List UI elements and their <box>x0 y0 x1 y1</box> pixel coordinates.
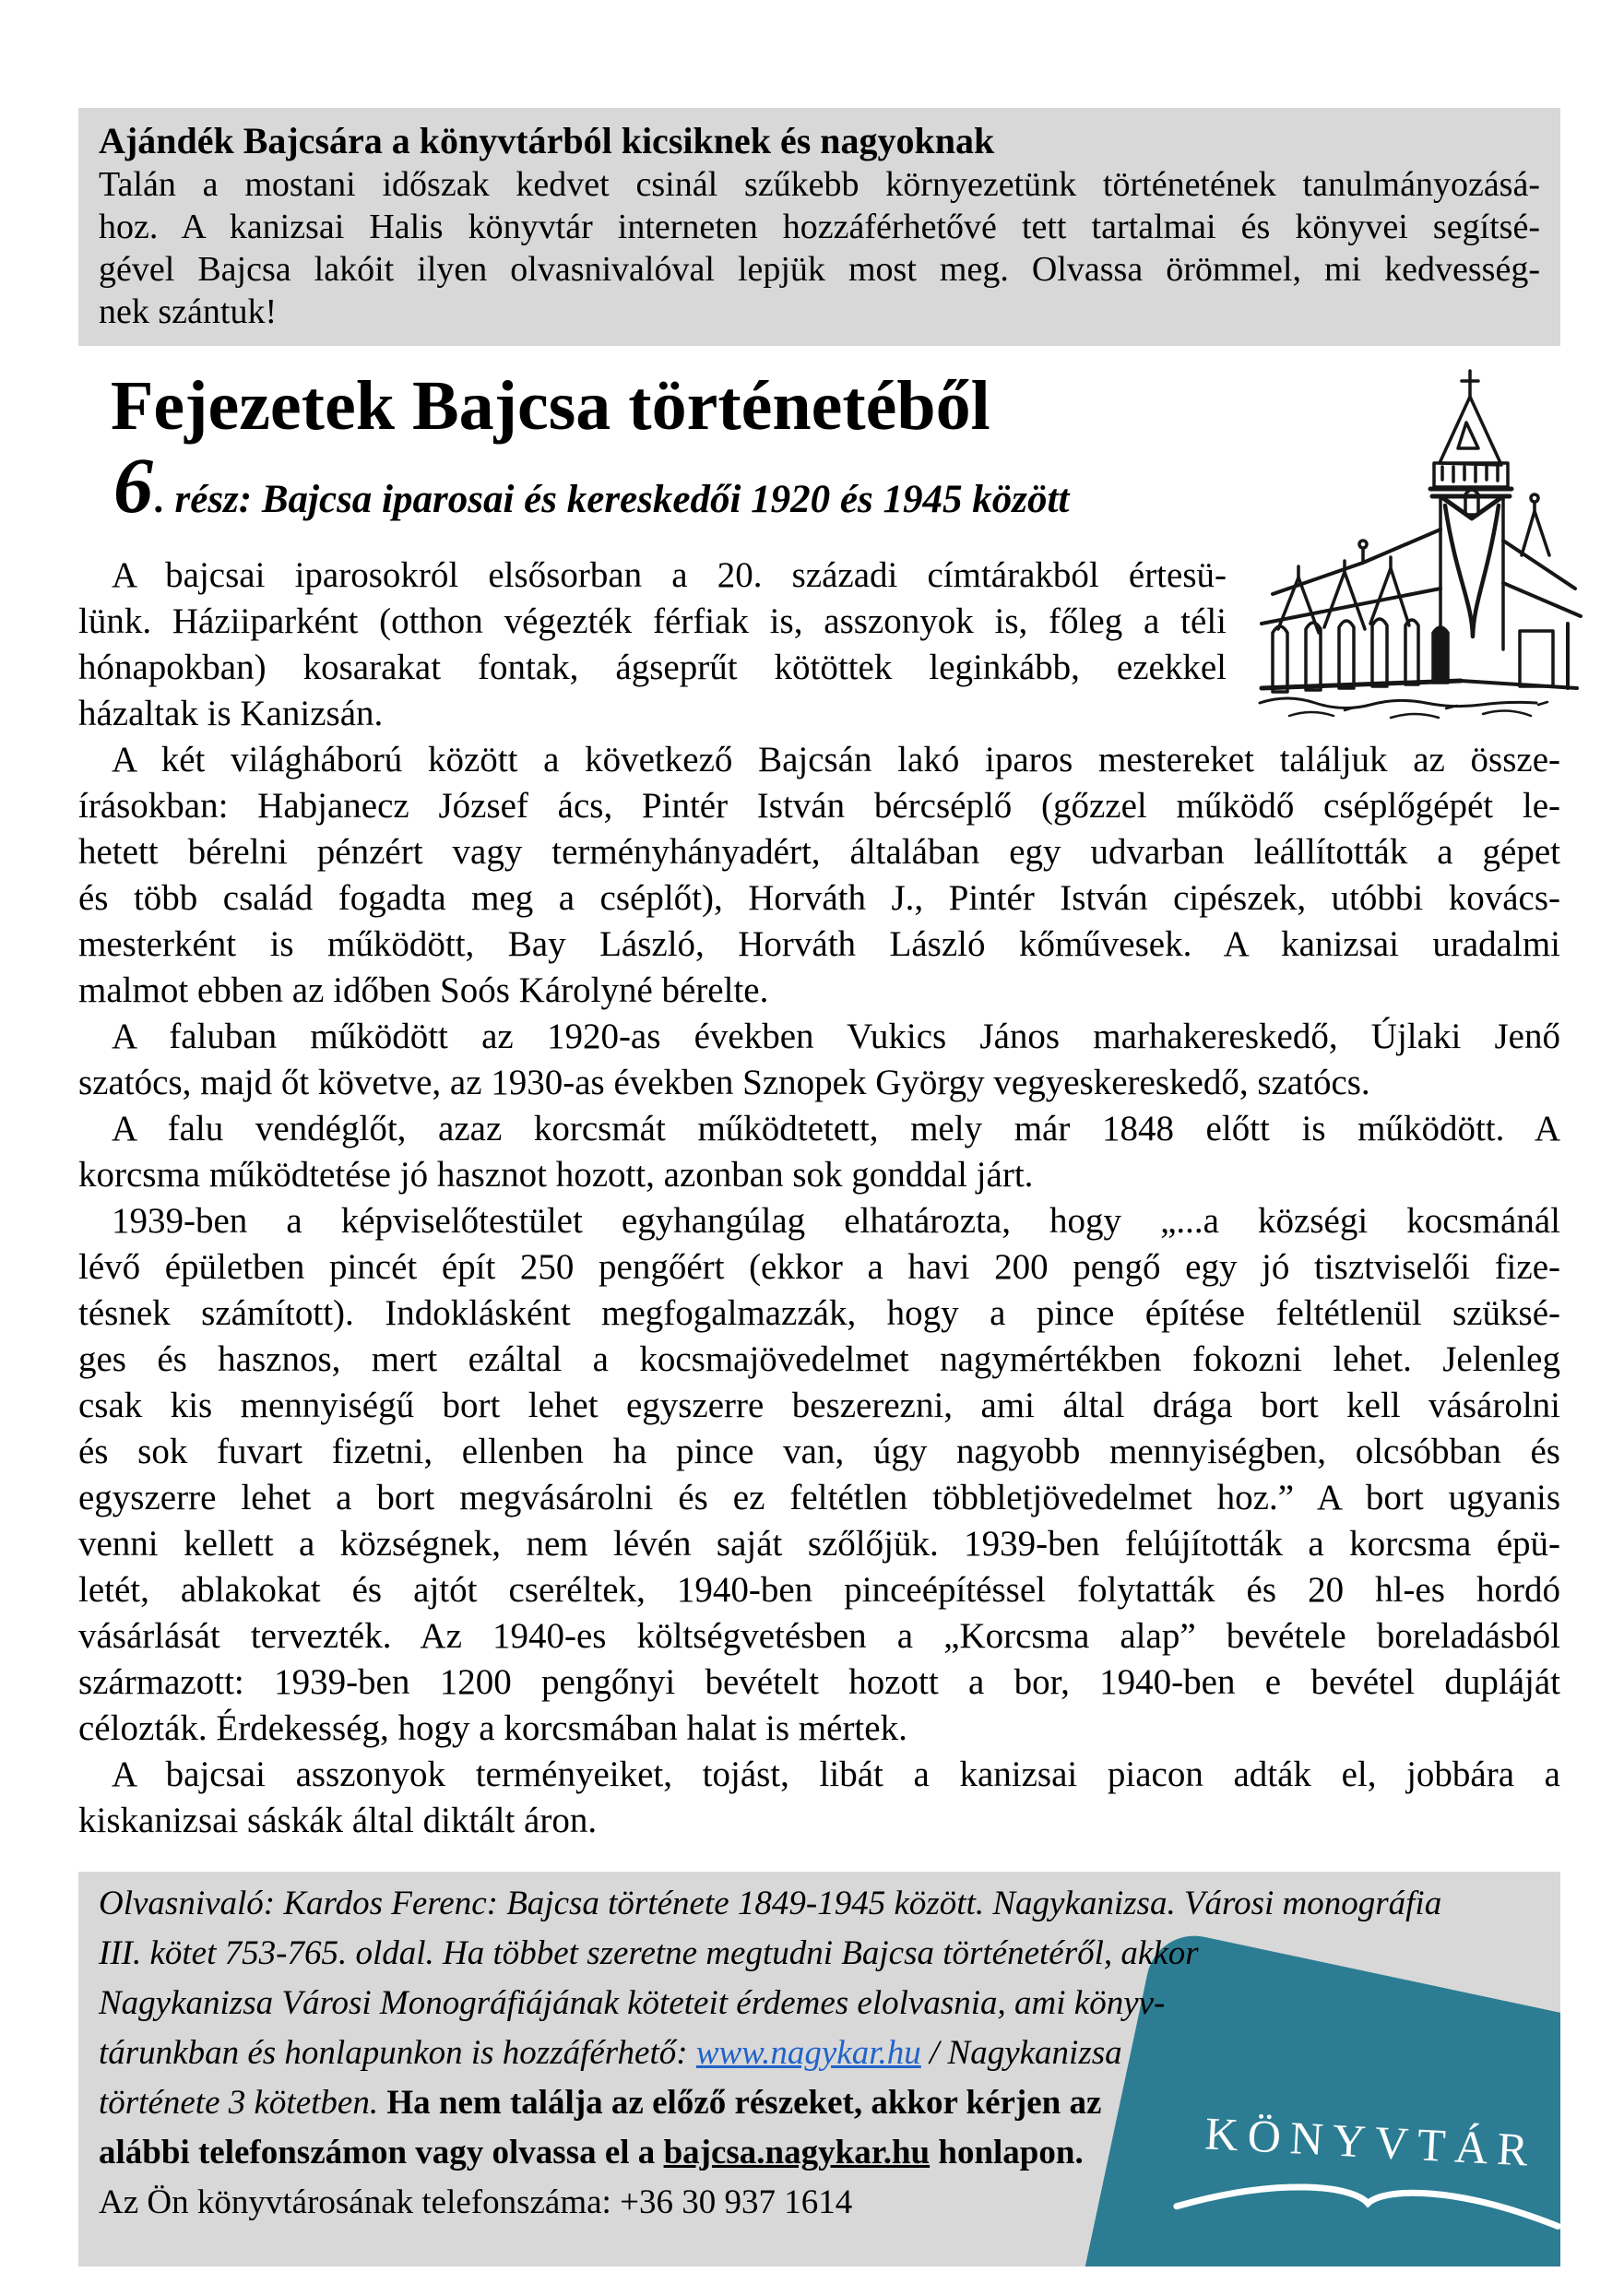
text-line: mesterként is működött, Bay László, Horváth László kőművesek. A kanizsai uradalmi <box>78 924 1560 964</box>
footer-text: tárunkban és honlapunkon is hozzáférhető: <box>99 2034 696 2072</box>
article-body <box>78 553 1560 1844</box>
text-line: kiskanizsai sáskák által diktált áron. <box>78 1801 598 1840</box>
footer-text-bold: Ha nem találja az előző részeket, akkor kérjen az <box>386 2084 1102 2122</box>
text-line: A bajcsai asszonyok terményeiket, tojást, libát a kanizsai piacon adták el, jobbára a <box>112 1755 1560 1794</box>
text-line: származott: 1939-ben 1200 pengőnyi bevételt hozott a bor, 1940-ben e bevétel dupláját <box>78 1662 1560 1702</box>
text-line: ges és hasznos, mert ezáltal a kocsmajövedelmet nagymértékben fokozni lehet. Jelenleg <box>78 1339 1560 1379</box>
footer-line <box>99 2078 1540 2128</box>
text-line: lévő épületben pincét épít 250 pengőért (ekkor a havi 200 pengő egy jó tisztviselői fize- <box>78 1247 1560 1287</box>
text-line: hetett bérelni pénzért vagy terményhányadért, általában egy udvarban leállították a gépet <box>78 832 1560 872</box>
library-logo-text: KÖNYVTÁR <box>1203 2107 1539 2177</box>
text-line: lünk. Háziiparként (otthon végezték férfiak is, asszonyok is, főleg a téli <box>78 601 1227 641</box>
footer-line <box>99 2128 1540 2178</box>
intro-box <box>78 108 1560 346</box>
text-line: gével Bajcsa lakóit ilyen olvasnivalóval lepjük most meg. Olvassa örömmel, mi kedvesség- <box>99 250 1540 289</box>
paragraph <box>78 1752 1560 1844</box>
nagykar-link[interactable]: www.nagykar.hu <box>695 2034 921 2072</box>
footer-line <box>99 2028 1540 2078</box>
footer-text: / Nagykanizsa <box>920 2034 1122 2072</box>
text-line: nek szántuk! <box>99 292 278 331</box>
text-line: 1939-ben a képviselőtestület egyhangúlag elhatározta, hogy „...a községi kocsmánál <box>112 1201 1560 1241</box>
footer-phone-line: Az Ön könyvtárosának telefonszáma: +36 30 937 1614 <box>99 2183 853 2221</box>
text-line: csak kis mennyiségű bort lehet egyszerre beszerezni, ami által drága bort kell vásárolni <box>78 1386 1560 1425</box>
paragraph <box>78 737 1560 1014</box>
text-line: és sok fuvart fizetni, ellenben ha pince van, úgy nagyobb mennyiségben, olcsóbban és <box>78 1432 1560 1471</box>
part-title: . rész: Bajcsa iparosai és kereskedői 1920 és 1945 között <box>155 478 1070 521</box>
paragraph <box>78 1106 1560 1198</box>
text-line: malmot ebben az időben Soós Károlyné bérelte. <box>78 970 769 1010</box>
text-line: hoz. A kanizsai Halis könyvtár interneten hozzáférhetővé tett tartalmai és könyvei segítsé- <box>99 208 1540 246</box>
text-line: korcsma működtetése jó hasznot hozott, azonban sok gonddal járt. <box>78 1155 1034 1195</box>
text-line: letét, ablakokat és ajtót cseréltek, 1940-ben pinceépítéssel folytatták és 20 hl-es hordó <box>78 1570 1560 1610</box>
text-line: egyszerre lehet a bort megvásárolni és ez feltétlen többletjövedelmet hoz.” A bort ugyanis <box>78 1478 1560 1517</box>
text-line: tésnek számított). Indoklásként megfogalmazzák, hogy a pince építése feltétlenül szüksé- <box>78 1293 1560 1333</box>
text-line: Talán a mostani időszak kedvet csinál szűkebb környezetünk történetének tanulmányozásá- <box>99 165 1540 204</box>
bajcsa-nagykar-link[interactable]: bajcsa.nagykar.hu <box>663 2134 931 2171</box>
text-line: hónapokban) kosarakat fontak, ágseprűt kötöttek leginkább, ezekkel <box>78 648 1227 687</box>
intro-paragraph <box>99 163 1540 333</box>
text-line: A bajcsai iparosokról elsősorban a 20. századi címtárakból értesü- <box>112 555 1227 595</box>
footer-line: III. kötet 753-765. oldal. Ha többet szeretne megtudni Bajcsa történetéről, akkor <box>99 1934 1199 1972</box>
text-line: A két világháború között a következő Bajcsán lakó iparos mestereket találjuk az össze- <box>112 740 1560 779</box>
text-line: vásárlását tervezték. Az 1940-es költségvetésben a „Korcsma alap” bevétele boreladásból <box>78 1616 1560 1656</box>
footer-box <box>78 1872 1560 2266</box>
footer-text-bold: alábbi telefonszámon vagy olvassa el a <box>99 2134 664 2171</box>
article-heading: Fejezetek Bajcsa történetéből <box>111 367 990 445</box>
text-line: A falu vendéglőt, azaz korcsmát működtetett, mely már 1848 előtt is működött. A <box>112 1109 1560 1148</box>
text-line: és több család fogadta meg a cséplőt), Horváth J., Pintér István cipészek, utóbbi kovács- <box>78 878 1560 918</box>
text-line: A faluban működött az 1920-as években Vukics János marhakereskedő, Újlaki Jenő <box>112 1017 1560 1056</box>
footer-text: története 3 kötetben. <box>99 2084 387 2122</box>
footer-line: Nagykanizsa Városi Monográfiájának köteteit érdemes elolvasnia, ami könyv- <box>99 1984 1166 2022</box>
paragraph <box>78 1014 1560 1106</box>
text-line: szatócs, majd őt követve, az 1930-as években Sznopek György vegyeskereskedő, szatócs. <box>78 1063 1370 1102</box>
paragraph <box>78 1198 1560 1752</box>
text-line: házaltak is Kanizsán. <box>78 694 384 733</box>
church-illustration <box>1252 356 1583 729</box>
paragraph <box>78 553 1227 737</box>
part-number: 6 <box>113 441 153 529</box>
intro-title: Ajándék Bajcsára a könyvtárból kicsiknek és nagyoknak <box>99 120 995 161</box>
footer-line: Olvasnivaló: Kardos Ferenc: Bajcsa története 1849-1945 között. Nagykanizsa. Városi monográfia <box>99 1885 1442 1922</box>
text-line: írásokban: Habjanecz József ács, Pintér István bércséplő (gőzzel működő cséplőgépét le- <box>78 786 1560 826</box>
text-line: venni kellett a községnek, nem lévén saját szőlőjük. 1939-ben felújították a korcsma épü- <box>78 1524 1560 1564</box>
text-line: célozták. Érdekesség, hogy a korcsmában halat is mértek. <box>78 1708 907 1748</box>
footer-text-bold: honlapon. <box>930 2134 1084 2171</box>
